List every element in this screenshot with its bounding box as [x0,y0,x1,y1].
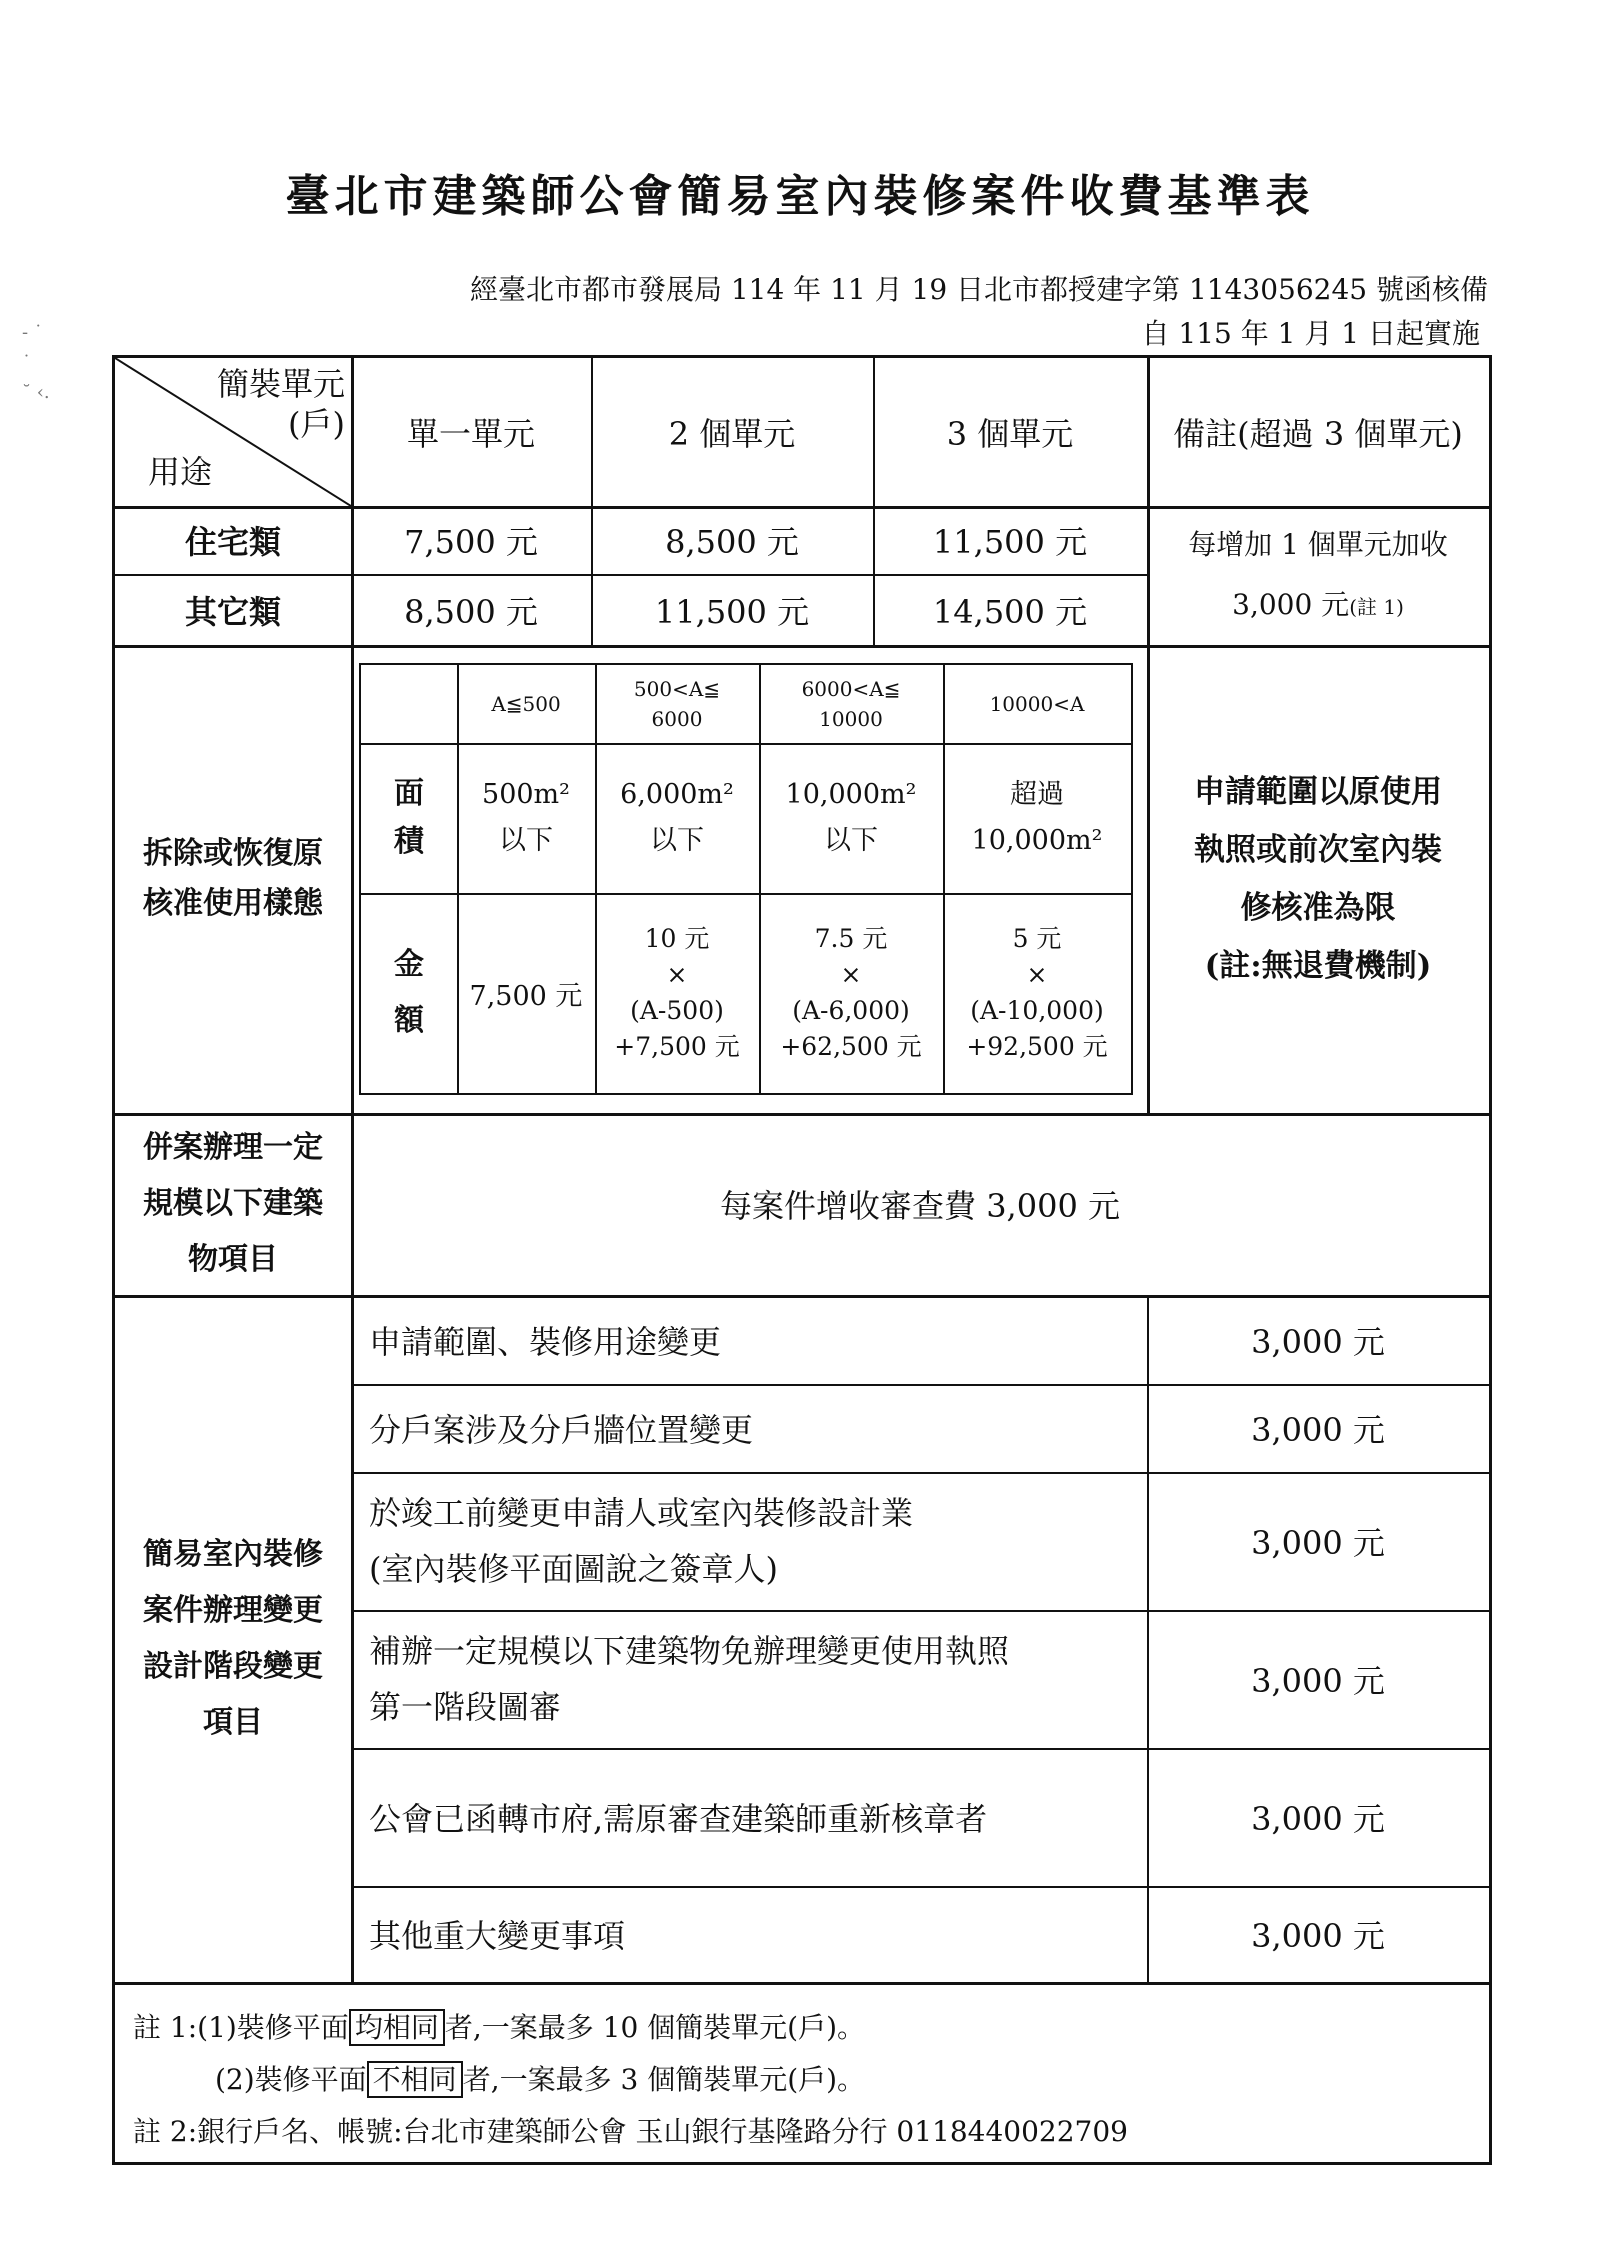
col-header-2: 2 個單元 [668,415,796,453]
change-item-fee: 3,000 元 [1251,1322,1385,1361]
amount-label: 金 額 [394,947,424,1038]
area-label: 面 積 [394,776,424,859]
demolition-note-line4: (註:無退費機制) [1204,948,1432,984]
range-1: A≦500 [491,692,561,716]
combined-label-line1: 併案辦理一定 [143,1130,323,1165]
demolition-note-line2: 執照或前次室內裝 [1194,832,1442,868]
fee-table [112,355,1492,2165]
change-item-fee: 3,000 元 [1251,1917,1385,1955]
area-2: 6,000m² 以下 [620,779,734,856]
other-label: 其它類 [184,592,281,631]
residential-label: 住宅類 [184,523,281,561]
range-2: 500<A≦ 6000 [633,677,721,731]
extra-note-line2 [1232,575,1404,637]
demolition-label [115,645,351,1113]
note-1-1-boxed: 均相同 [349,2009,445,2046]
combined-fee: 每案件增收審查費 3,000 元 [720,1187,1120,1225]
area-3: 10,000m² 以下 [785,779,917,856]
corner-unit: (戶) [288,405,345,443]
scan-specks: ‐ ˙ ˙ ˘ ‹. [22,322,50,403]
combined-label [115,1113,351,1295]
change-item-text: 其他重大變更事項 [369,1917,626,1955]
other-fee-1: 8,500 元 [404,592,538,631]
change-item-text: 於竣工前變更申請人或室內裝修設計業 (室內裝修平面圖說之簽章人) [369,1494,914,1588]
amount-2: 10 元 × (A-500) +7,500 元 [614,924,740,1061]
area-1: 500m² 以下 [482,779,570,856]
change-item-fee: 3,000 元 [1251,1800,1385,1838]
changes-label-line3: 設計階段變更 [143,1648,323,1684]
demolition-note [1147,645,1489,1113]
col-header-1: 單一單元 [406,415,535,453]
demolition-subtable [359,663,1133,1095]
changes-label-line4: 項目 [203,1704,263,1740]
row-divider [115,1982,1489,1985]
amount-1: 7,500 元 [469,980,583,1012]
change-item-text: 公會已函轉市府,需原審查建築師重新核章者 [369,1800,988,1838]
change-item-fee: 3,000 元 [1251,1411,1385,1449]
page-title: 臺北市建築師公會簡易室內裝修案件收費基準表 [285,171,1315,222]
other-fee-2: 11,500 元 [654,592,810,631]
demolition-label-line1: 拆除或恢復原 [143,836,323,871]
amount-4: 5 元 × (A-10,000) +92,500 元 [966,924,1108,1061]
demolition-note-line1: 申請範圍以原使用 [1194,774,1442,810]
note-1-2-boxed: 不相同 [367,2061,463,2098]
extra-unit-note [1147,506,1489,645]
note-2: 註 2:銀行戶名、帳號:台北市建築師公會 玉山銀行基隆路分行 0118440022709 [133,2115,1128,2148]
note-1-1-prefix: 註 1:(1)裝修平面 [133,2011,349,2044]
residential-fee-3: 11,500 元 [932,523,1088,561]
note-1-2-prefix: (2)裝修平面 [215,2063,367,2096]
extra-note-line1: 每增加 1 個單元加收 [1188,527,1448,561]
change-item-text: 分戶案涉及分戶牆位置變更 [369,1411,754,1449]
other-fee-3: 14,500 元 [932,592,1088,631]
corner-bottom: 用途 [147,453,212,491]
changes-label [115,1295,351,1982]
changes-label-line1: 簡易室內裝修 [143,1536,323,1572]
change-item-text: 補辦一定規模以下建築物免辦理變更使用執照 第一階段圖審 [369,1632,1010,1726]
combined-label-line2: 規模以下建築 [143,1186,323,1221]
range-4: 10000<A [989,692,1085,716]
residential-fee-2: 8,500 元 [665,523,799,561]
col-header-3: 3 個單元 [946,415,1074,453]
approval-line: 經臺北市都市發展局 114 年 11 月 19 日北市都授建字第 1143056245 號函核備 [469,273,1488,306]
demolition-label-line2: 核准使用樣態 [143,886,323,921]
note-1-2 [215,2058,865,2098]
combined-label-line3: 物項目 [188,1242,278,1277]
note-1-1 [133,2006,865,2046]
note-1-1-suffix: 者,一案最多 10 個簡裝單元(戶)。 [444,2011,866,2044]
extra-note-ref: (註 1) [1349,594,1404,619]
change-item-fee: 3,000 元 [1251,1524,1385,1562]
effective-date: 自 115 年 1 月 1 日起實施 [1141,317,1480,350]
residential-fee-1: 7,500 元 [404,523,538,561]
changes-label-line2: 案件辦理變更 [143,1592,323,1628]
amount-3: 7.5 元 × (A-6,000) +62,500 元 [780,924,922,1061]
area-4: 超過 10,000m² [971,779,1103,856]
extra-note-fee: 3,000 元 [1232,587,1350,621]
col-header-remark: 備註(超過 3 個單元) [1173,415,1463,453]
range-3: 6000<A≦ 10000 [801,677,901,731]
note-1-2-suffix: 者,一案最多 3 個簡裝單元(戶)。 [462,2063,866,2096]
change-item-text: 申請範圍、裝修用途變更 [369,1322,722,1361]
corner-top: 簡裝單元 [216,365,345,403]
demolition-note-line3: 修核准為限 [1240,890,1396,926]
change-item-fee: 3,000 元 [1251,1662,1385,1700]
